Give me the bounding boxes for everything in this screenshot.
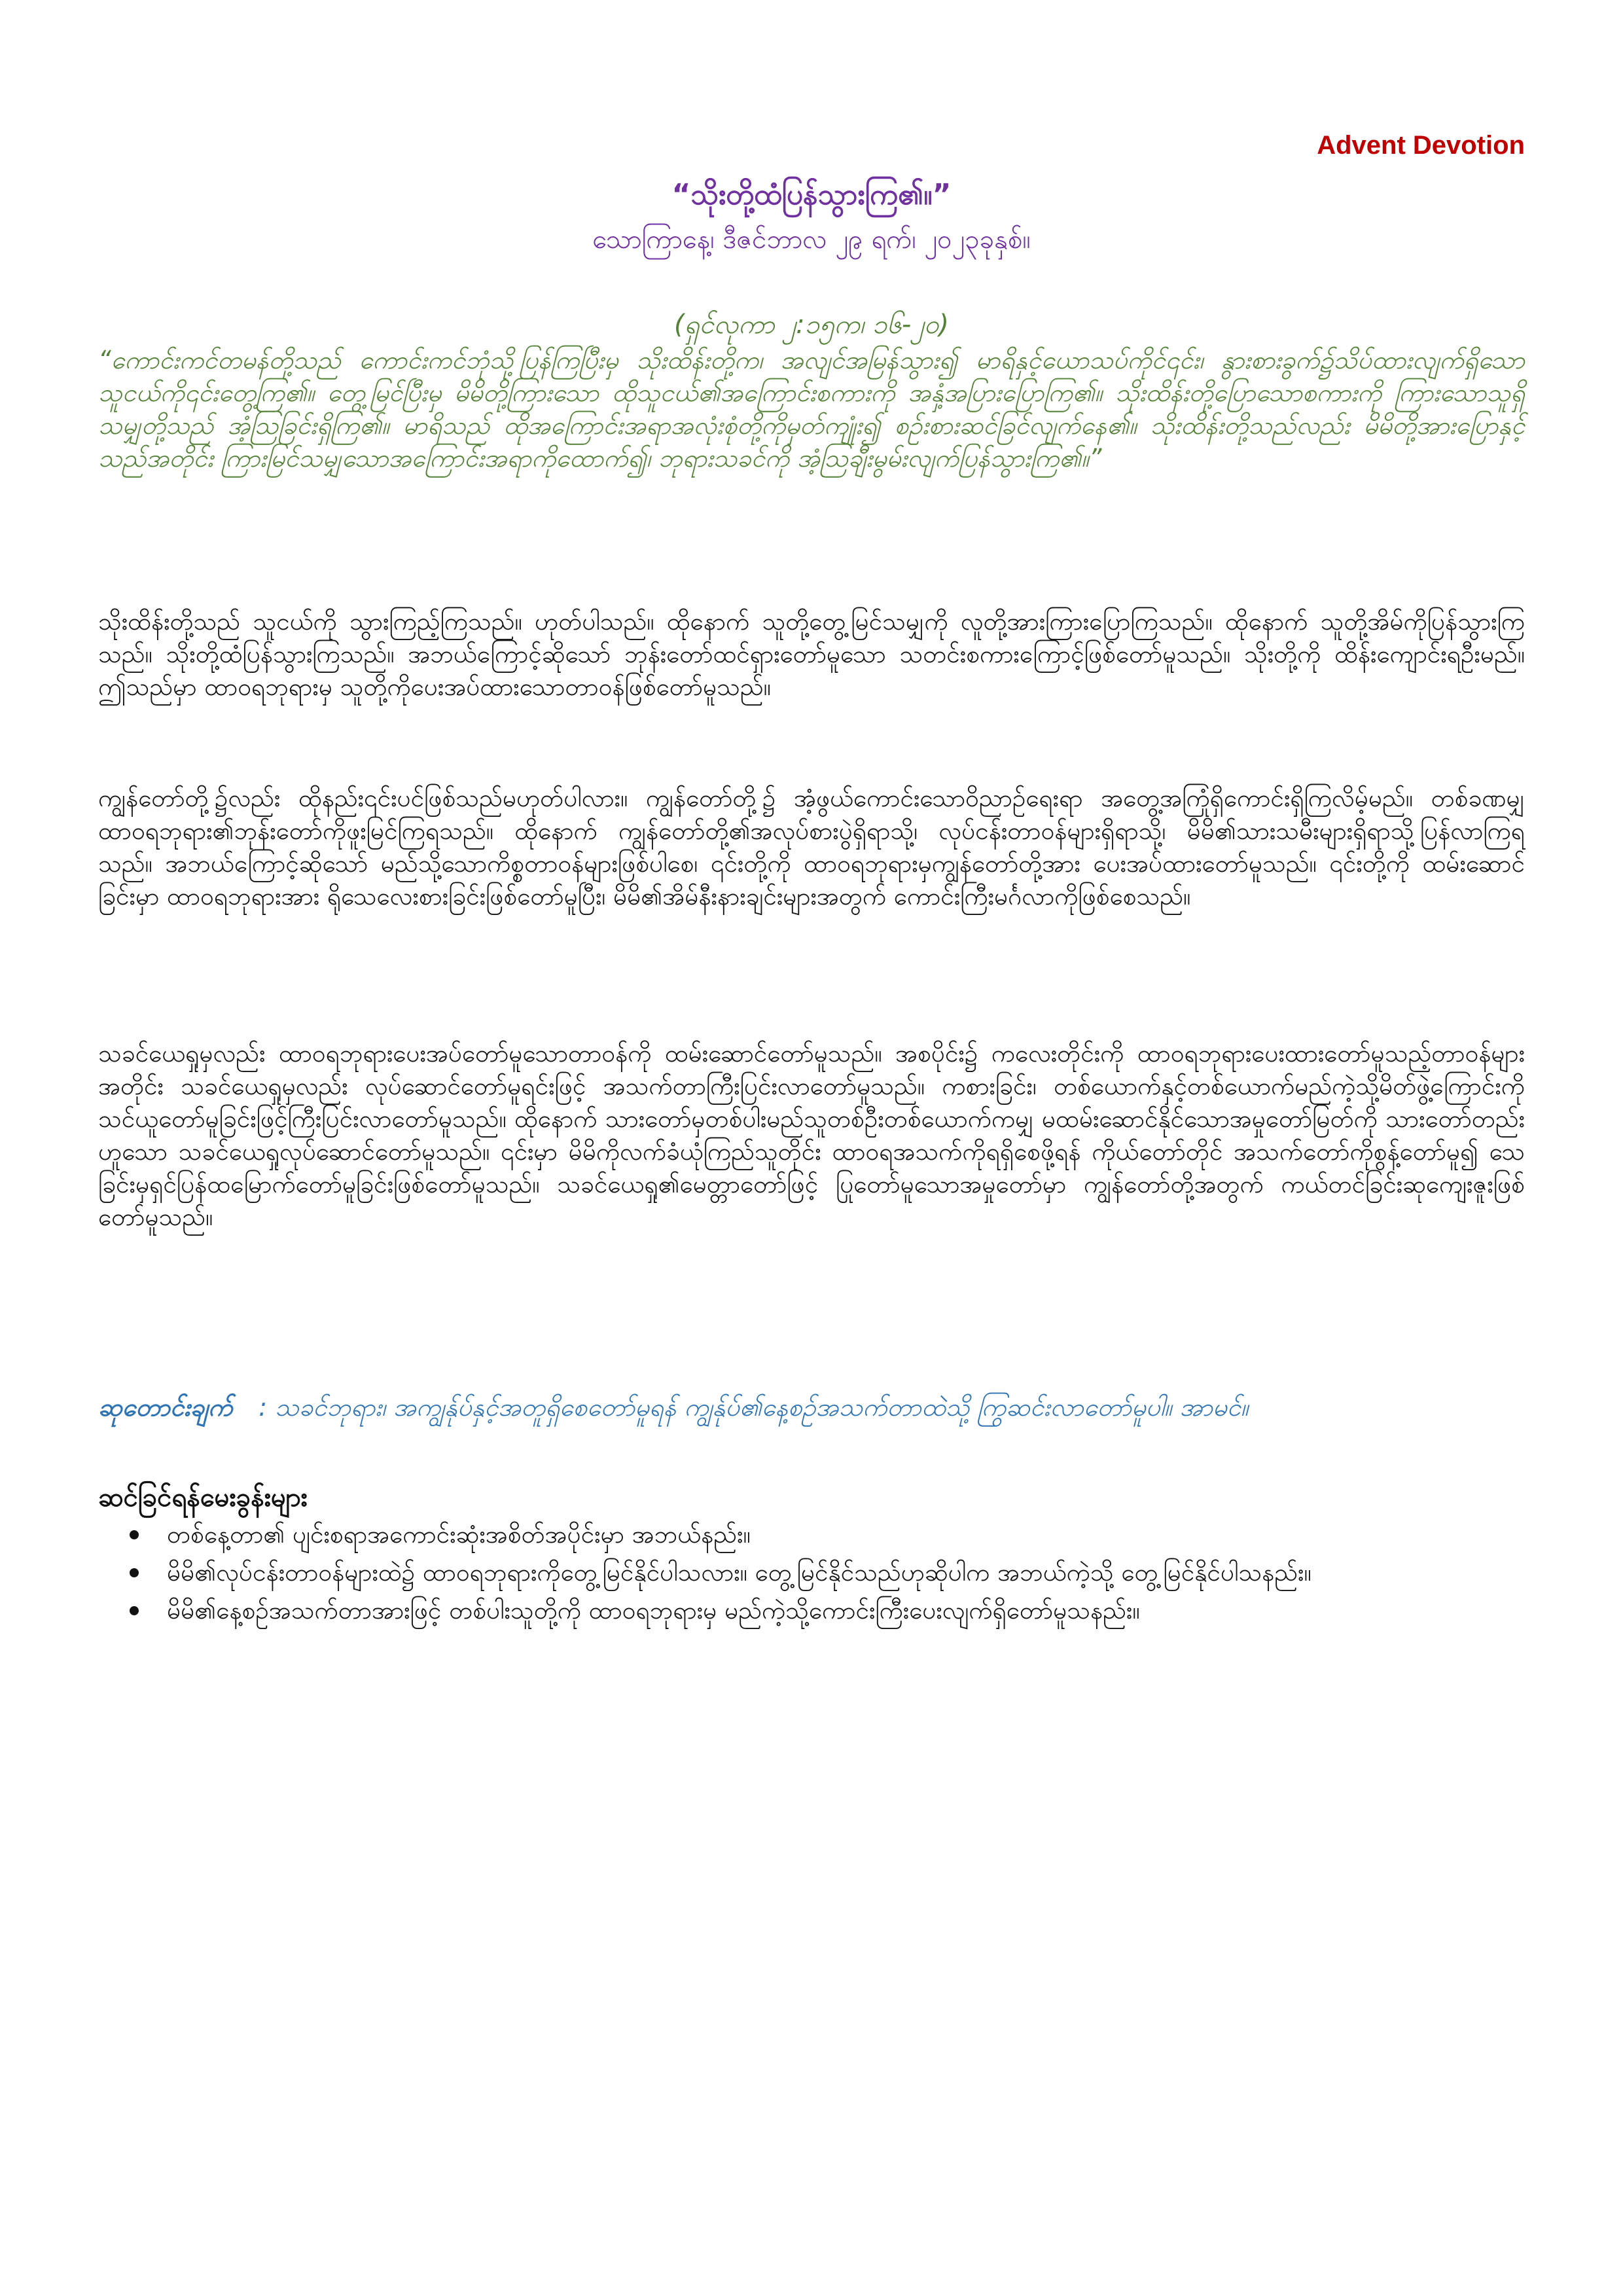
body-paragraph-1: သိုးထိန်းတို့သည် သူငယ်ကို သွားကြည့်ကြသည်။ ဟုတ်ပါသည်။ ထိုနောက် သူတို့တွေ့မြင်သမျှကို လူတို့အားကြားပြောကြသည်။ ထိုနောက် သူတို့အိမ်ကိုပြန်သွားကြသည်။ သိုးတို့ထံပြန်သွားကြသည်။ အဘယ်ကြောင့်ဆိုသော် ဘုန်းတော်ထင်ရှားတော်မူသော သတင်းစကားကြောင့်ဖြစ်တော်မူသည်။ သိုးတို့ကို ထိန်းကျောင်းရဦးမည်။ ဤသည်မှာ ထာဝရဘုရားမှ သူတို့ကိုပေးအပ်ထားသောတာဝန်ဖြစ်တော်မူသည်။: [98, 607, 1525, 701]
scripture-reference: (ရှင်လုကာ ၂:၁၅က၊ ၁၆-၂၀): [673, 310, 950, 340]
question-text: မိမိ၏လုပ်ငန်းတာဝန်များထဲ၌ ထာဝရဘုရားကိုတွေ့မြင်နိုင်ပါသလား။ တွေ့မြင်နိုင်သည်ဟုဆိုပါက အဘယ်ကဲ့သို့ တွေ့မြင်နိုင်ပါသနည်း။: [167, 1558, 1311, 1587]
bullet-icon: [130, 1530, 139, 1539]
bullet-icon: [130, 1568, 139, 1577]
bullet-icon: [130, 1606, 139, 1615]
questions-heading: ဆင်ခြင်ရန်မေးခွန်းများ: [98, 1482, 308, 1513]
list-item: [98, 1518, 1525, 1551]
devotion-title: “သိုးတို့ထံပြန်သွားကြ၏။”: [671, 178, 952, 211]
list-item: [98, 1556, 1525, 1589]
question-text: မိမိ၏နေ့စဉ်အသက်တာအားဖြင့် တစ်ပါးသူတို့ကို ထာဝရဘုရားမှ မည်ကဲ့သို့ကောင်းကြီးပေးလျက်ရှိတော်မူသနည်း။: [167, 1596, 1140, 1624]
devotion-date: သောကြာနေ့၊ ဒီဇင်ဘာလ ၂၉ ရက်၊ ၂၀၂၃ခုနှစ်။: [592, 224, 1031, 255]
body-paragraph-2: ကျွန်တော်တို့၌လည်း ထိုနည်း၎င်းပင်ဖြစ်သည်မဟုတ်ပါလား။ ကျွန်တော်တို့၌ အံ့ဖွယ်ကောင်းသောဝိညာဉ်ရေးရာ အတွေ့အကြုံရှိကောင်းရှိကြလိမ့်မည်။ တစ်ခဏမျှ ထာဝရဘုရား၏ဘုန်းတော်ကိုဖူးမြင်ကြရသည်။ ထိုနောက် ကျွန်တော်တို့၏အလုပ်စားပွဲရှိရာသို့၊ လုပ်ငန်းတာဝန်များရှိရာသို့၊ မိမိ၏သားသမီးများရှိရာသို့ပြန်လာကြရသည်။ အဘယ်ကြောင့်ဆိုသော် မည်သို့သောကိစ္စတာဝန်များဖြစ်ပါစေ၊ ၎င်းတို့ကို ထာဝရဘုရားမှကျွန်တော်တို့အား ပေးအပ်ထားတော်မူသည်။ ၎င်းတို့ကို ထမ်းဆောင်ခြင်းမှာ ထာဝရဘုရားအား ရိုသေလေးစားခြင်းဖြစ်တော်မူပြီး၊ မိမိ၏အိမ်နီးနားချင်းများအတွက် ကောင်းကြီးမင်္ဂလာကိုဖြစ်စေသည်။: [98, 784, 1525, 910]
series-label: Advent Devotion: [1317, 131, 1525, 160]
list-item: [98, 1594, 1525, 1627]
prayer-label: ဆုတောင်းချက်: [98, 1393, 233, 1422]
questions-list: [98, 1518, 1525, 1632]
body-paragraph-3: သခင်ယေရှုမှလည်း ထာဝရဘုရားပေးအပ်တော်မူသောတာဝန်ကို ထမ်းဆောင်တော်မူသည်။ အစပိုင်း၌ ကလေးတိုင်းကို ထာဝရဘုရားပေးထားတော်မူသည့်တာဝန်များအတိုင်း သခင်ယေရှုမှလည်း လုပ်ဆောင်တော်မူရင်းဖြင့် အသက်တာကြီးပြင်းလာတော်မူသည်။ ကစားခြင်း၊ တစ်ယောက်နှင့်တစ်ယောက်မည်ကဲ့သို့မိတ်ဖွဲ့ကြောင်းကို သင်ယူတော်မူခြင်းဖြင့်ကြီးပြင်းလာတော်မူသည်။ ထိုနောက် သားတော်မှတစ်ပါးမည်သူတစ်ဦးတစ်ယောက်ကမျှ မထမ်းဆောင်နိုင်သောအမှုတော်မြတ်ကို သားတော်တည်းဟူသော သခင်ယေရှုလုပ်ဆောင်တော်မူသည်။ ၎င်းမှာ မိမိကိုလက်ခံယုံကြည်သူတိုင်း ထာဝရအသက်ကိုရရှိစေဖို့ရန် ကိုယ်တော်တိုင် အသက်တော်ကိုစွန့်တော်မူ၍ သေခြင်းမှရှင်ပြန်ထမြောက်တော်မူခြင်းဖြစ်တော်မူသည်။ သခင်ယေရှု၏မေတ္တာတော်ဖြင့် ပြုတော်မူသောအမှုတော်မှာ ကျွန်တော်တို့အတွက် ကယ်တင်ခြင်းဆုကျေးဇူးဖြစ်တော်မူသည်။: [98, 1039, 1525, 1231]
prayer-section: [98, 1391, 1525, 1424]
question-text: တစ်နေ့တာ၏ ပျင်းစရာအကောင်းဆုံးအစိတ်အပိုင်းမှာ အဘယ်နည်း။: [167, 1520, 751, 1549]
prayer-text: : သခင်ဘုရား၊ အကျွန်ုပ်နှင့်အတူရှိစေတော်မူရန် ကျွန်ုပ်၏နေ့စဉ်အသက်တာထဲသို့ ကြွဆင်းလာတော်မူပါ။ အာမင်။: [259, 1393, 1249, 1422]
scripture-passage: “ကောင်းကင်တမန်တို့သည် ကောင်းကင်ဘုံသို့ပြန်ကြပြီးမှ သိုးထိန်းတို့က၊ အလျင်အမြန်သွား၍ မာရိနှင့်ယောသပ်ကိုင်၎င်း၊ နွားစားခွက်၌သိပ်ထားလျက်ရှိသော သူငယ်ကို၎င်းတွေ့ကြ၏။ တွေ့မြင်ပြီးမှ မိမိတို့ကြားသော ထိုသူငယ်၏အကြောင်းစကားကို အနှံ့အပြားပြောကြ၏။ သိုးထိန်းတို့ပြောသောစကားကို ကြားသောသူရှိသမျှတို့သည် အံ့သြခြင်းရှိကြ၏။ မာရိသည် ထိုအကြောင်းအရာအလုံးစုံတို့ကိုမှတ်ကျုံး၍ စဉ်းစားဆင်ခြင်လျက်နေ၏။ သိုးထိန်းတို့သည်လည်း မိမိတို့အားပြောနှင့်သည်အတိုင်း ကြားမြင်သမျှသောအကြောင်းအရာကိုထောက်၍၊ ဘုရားသခင်ကို အံ့သြချီးမွမ်းလျက်ပြန်သွားကြ၏။”: [98, 346, 1525, 473]
